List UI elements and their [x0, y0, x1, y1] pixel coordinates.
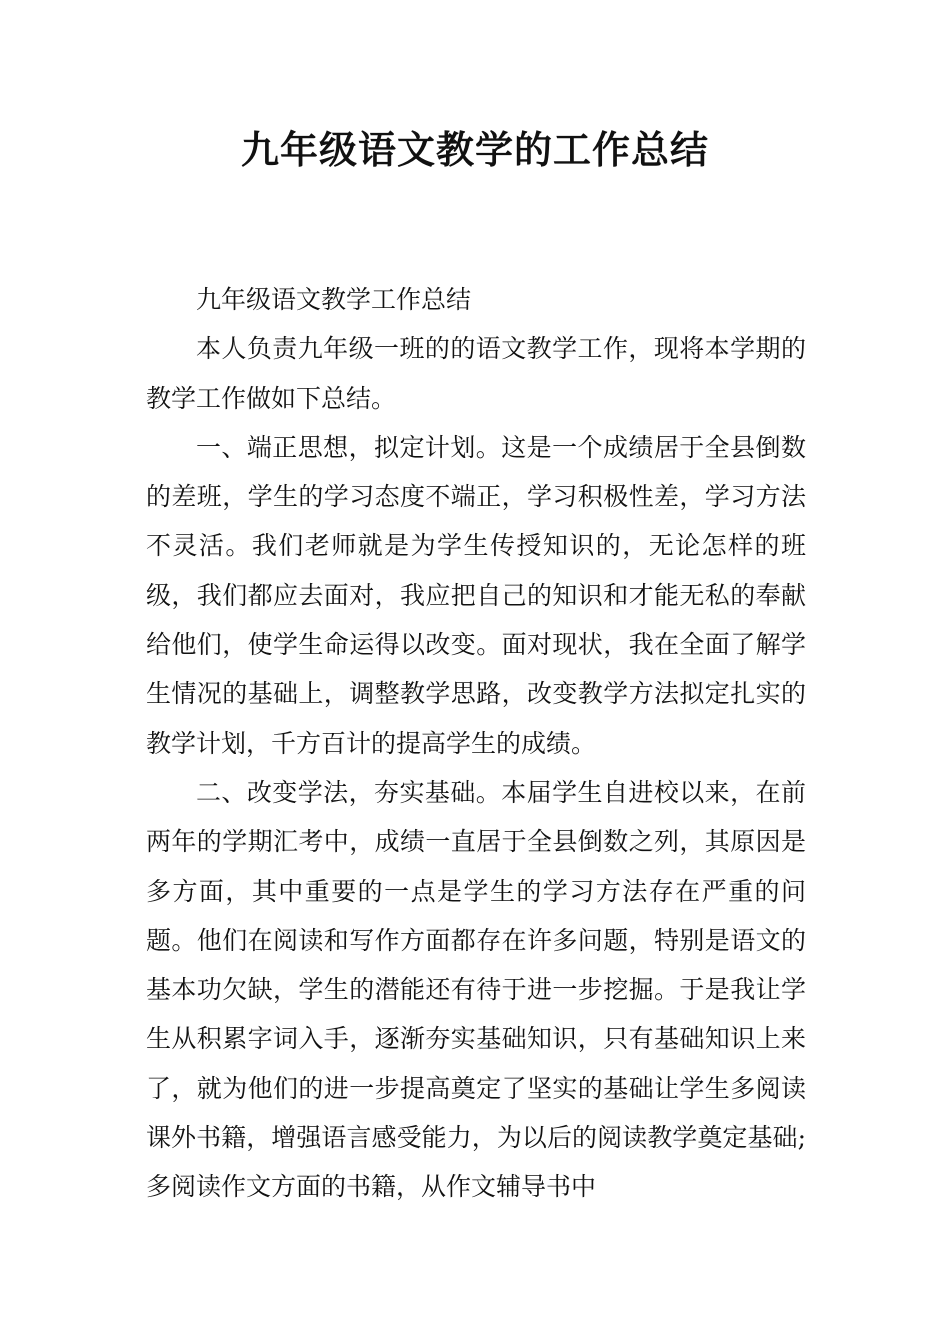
paragraph-section-2: 二、改变学法，夯实基础。本届学生自进校以来，在前两年的学期汇考中，成绩一直居于全县倒数之列，其原因是多方面，其中重要的一点是学生的学习方法存在严重的问题。他们在阅读和写作方面都存在许多问题，特别是语文的基本功欠缺，学生的潜能还有待于进一步挖掘。于是我让学生从积累字词入手，逐渐夯实基础知识，只有基础知识上来了，就为他们的进一步提高奠定了坚实的基础让学生多阅读课外书籍，增强语言感受能力，为以后的阅读教学奠定基础;多阅读作文方面的书籍，从作文辅导书中 — [146, 777, 806, 1202]
document-title: 九年级语文教学的工作总结 — [240, 128, 709, 172]
document-body — [146, 275, 806, 1212]
paragraph-subtitle: 九年级语文教学工作总结 — [196, 285, 472, 314]
paragraph-intro: 本人负责九年级一班的的语文教学工作，现将本学期的教学工作做如下总结。 — [146, 334, 806, 413]
paragraph-section-1: 一、端正思想，拟定计划。这是一个成绩居于全县倒数的差班，学生的学习态度不端正，学习积极性差，学习方法不灵活。我们老师就是为学生传授知识的，无论怎样的班级，我们都应去面对，我应把自己的知识和才能无私的奉献给他们，使学生命运得以改变。面对现状，我在全面了解学生情况的基础上，调整教学思路，改变教学方法拟定扎实的教学计划，千方百计的提高学生的成绩。 — [146, 432, 806, 758]
